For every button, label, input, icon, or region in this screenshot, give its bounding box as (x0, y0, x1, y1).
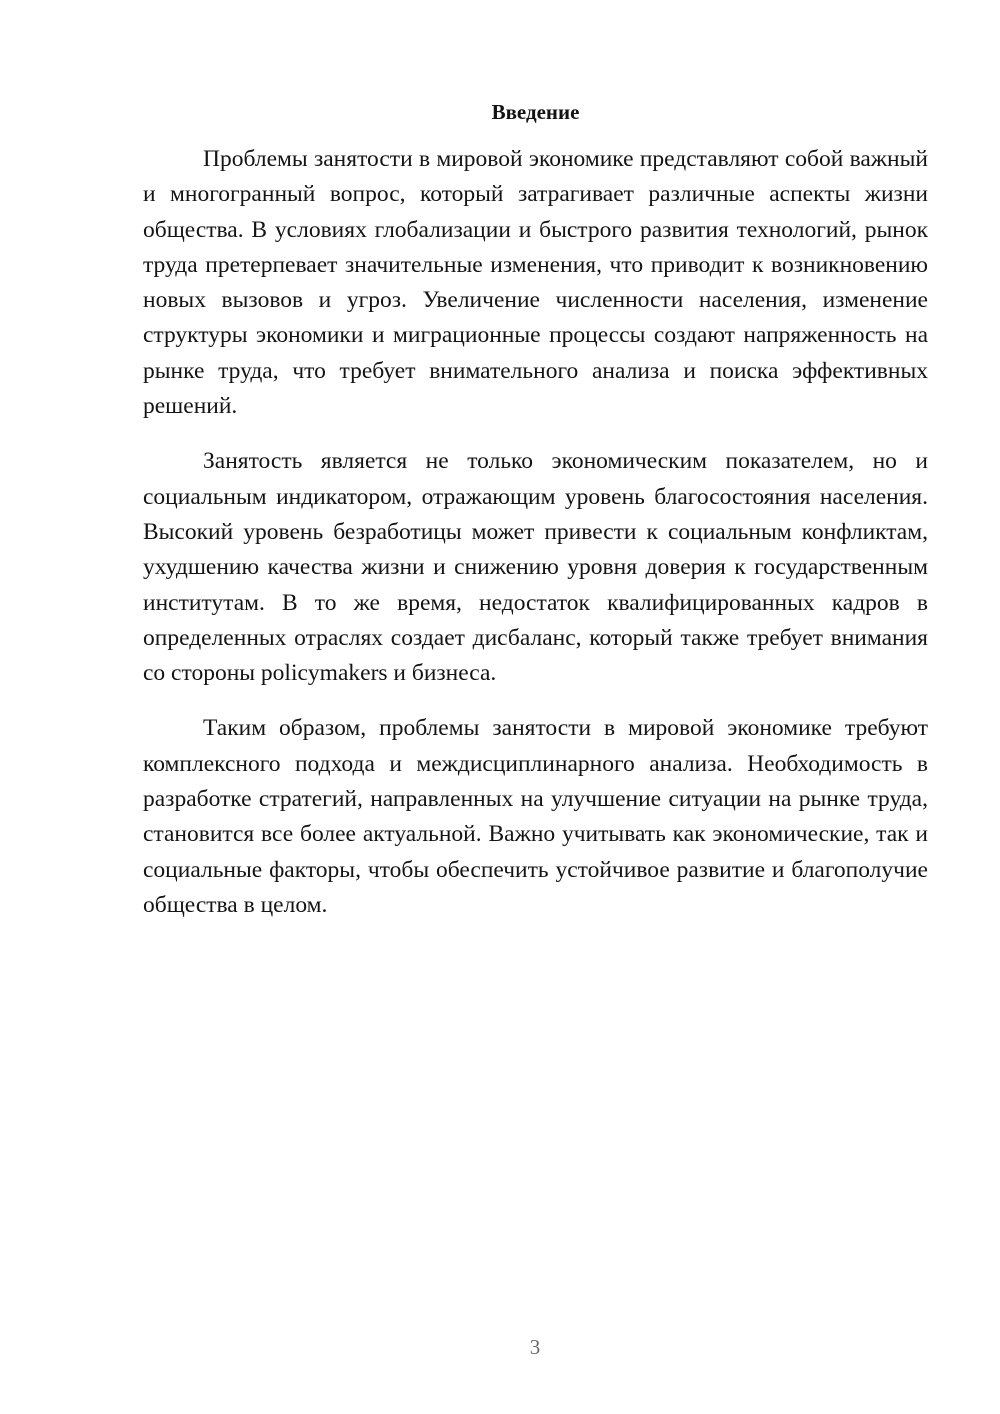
page-number: 3 (529, 1335, 541, 1359)
paragraph-2: Занятость является не только экономическим показателем, но и социальным индикатором, отражающим уровень благосостояния населения. Высокий уровень безработицы может привести к социальным конфликтам, ухудшению качества жизни и снижению уровня доверия к государственным институтам. В то же время, недостаток квалифицированных кадров в определенных отраслях создает дисбаланс, который также требует внимания со стороны policymakers и бизнеса. (143, 448, 928, 687)
paragraph-3: Таким образом, проблемы занятости в мировой экономике требуют комплексного подхода и междисциплинарного анализа. Необходимость в разработке стратегий, направленных на улучшение ситуации на рынке труда, становится все более актуальной. Важно учитывать как экономические, так и социальные факторы, чтобы обеспечить устойчивое развитие и благополучие общества в целом. (143, 715, 928, 918)
paragraph-1: Проблемы занятости в мировой экономике представляют собой важный и многогранный вопрос, который затрагивает различные аспекты жизни общества. В условиях глобализации и быстрого развития технологий, рынок труда претерпевает значительные изменения, что приводит к возникновению новых вызовов и угроз. Увеличение численности населения, изменение структуры экономики и миграционные процессы создают напряженность на рынке труда, что требует внимательного анализа и поиска эффективных решений. (143, 146, 928, 420)
body-text (143, 142, 928, 943)
section-heading: Введение (491, 100, 580, 124)
